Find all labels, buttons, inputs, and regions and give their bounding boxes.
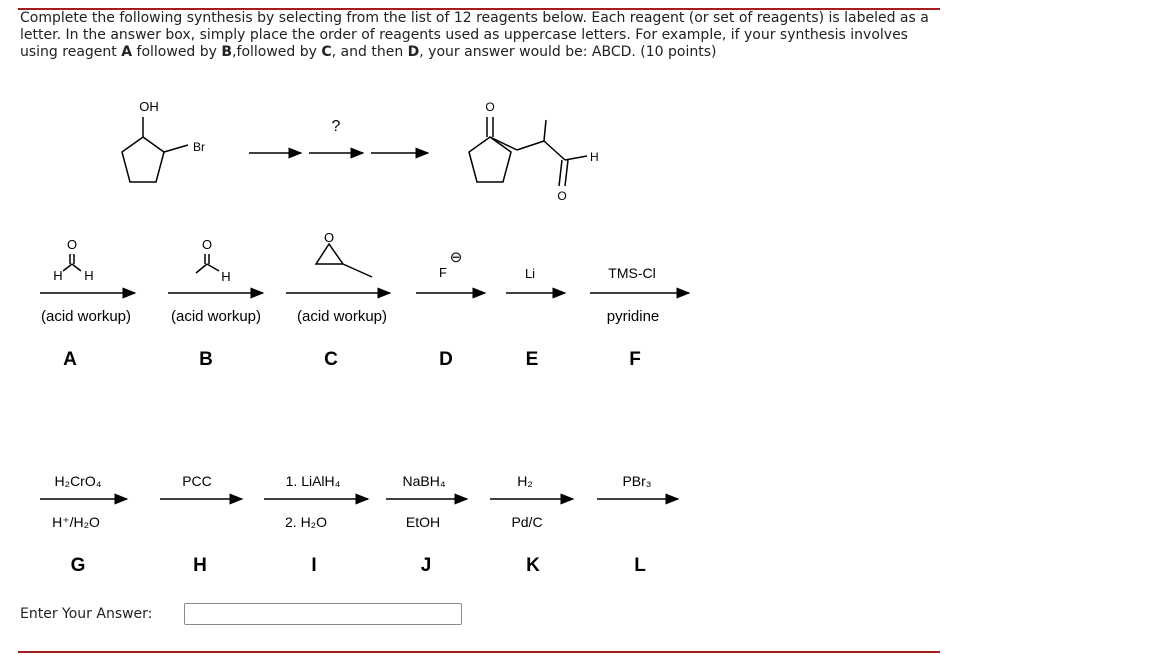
reagent-f-top: TMS-Cl xyxy=(608,265,656,281)
reagent-a-letter: A xyxy=(63,349,77,370)
reagent-j-top: NaBH₄ xyxy=(402,473,446,489)
reagent-e-letter: E xyxy=(525,349,539,370)
reagent-i-top: 1. LiAlH₄ xyxy=(285,473,341,489)
reagent-h-top: PCC xyxy=(182,473,212,489)
reagent-b-structure xyxy=(196,254,219,273)
reagent-c-structure xyxy=(316,244,372,277)
question-text: Complete the following synthesis by selecting from the list of 12 reagents below. Each reagent (or set of reagents) is labeled as a letter. In the answer box, simply place the order of reagents used as uppercase letters. For example, if your synthesis involves using reagent A followed by B,followed by C, and then D, your answer would be: ABCD. (10 points) xyxy=(20,10,929,60)
reagent-i-condition: 2. H₂O xyxy=(285,514,327,530)
reagent-f-letter: F xyxy=(629,349,641,370)
reagent-b-h: H xyxy=(221,269,231,284)
reagent-a-structure xyxy=(63,254,81,271)
reagent-l-top: PBr₃ xyxy=(622,473,652,489)
product-aldehyde-o: O xyxy=(557,189,567,203)
bromine-label: Br xyxy=(193,140,205,154)
reagent-g-letter: G xyxy=(70,555,86,576)
reagent-b-condition: (acid workup) xyxy=(170,308,262,325)
reagent-f-condition: pyridine xyxy=(606,308,660,325)
reagent-l-letter: L xyxy=(634,555,646,576)
reagent-d-letter: D xyxy=(439,349,453,370)
question-mark: ? xyxy=(331,118,341,135)
product-ketone-o: O xyxy=(485,100,495,114)
starting-material-structure xyxy=(122,117,188,182)
bottom-divider xyxy=(18,651,940,653)
reagent-c-o: O xyxy=(323,230,335,245)
reagent-j-condition: EtOH xyxy=(405,514,441,530)
reagent-b-o: O xyxy=(201,237,213,252)
reagent-b-letter: B xyxy=(199,349,213,370)
hydroxyl-label: OH xyxy=(139,99,159,114)
reagent-d-charge: ⊖ xyxy=(449,249,463,266)
reagent-c-letter: C xyxy=(324,349,338,370)
product-structure xyxy=(469,117,587,186)
answer-label: Enter Your Answer: xyxy=(20,606,153,622)
reagent-a-condition: (acid workup) xyxy=(40,308,132,325)
reagent-a-h-left: H xyxy=(53,268,63,283)
reagent-c-condition: (acid workup) xyxy=(296,308,388,325)
reagent-k-condition: Pd/C xyxy=(511,514,543,530)
reagent-e-top: Li xyxy=(524,266,536,281)
reagent-d-fluoride: F xyxy=(439,265,447,280)
product-aldehyde-h: H xyxy=(590,150,599,164)
reagent-a-h-right: H xyxy=(84,268,94,283)
reagent-k-top: H₂ xyxy=(517,473,533,489)
reagent-h-letter: H xyxy=(193,555,207,576)
reagent-i-letter: I xyxy=(311,555,317,576)
reagent-g-condition: H⁺/H₂O xyxy=(52,514,100,530)
reagent-k-letter: K xyxy=(526,555,540,576)
reagent-j-letter: J xyxy=(420,555,432,576)
answer-input[interactable] xyxy=(184,603,462,625)
reagent-a-o: O xyxy=(66,237,78,252)
reagent-g-top: H₂CrO₄ xyxy=(54,473,102,489)
